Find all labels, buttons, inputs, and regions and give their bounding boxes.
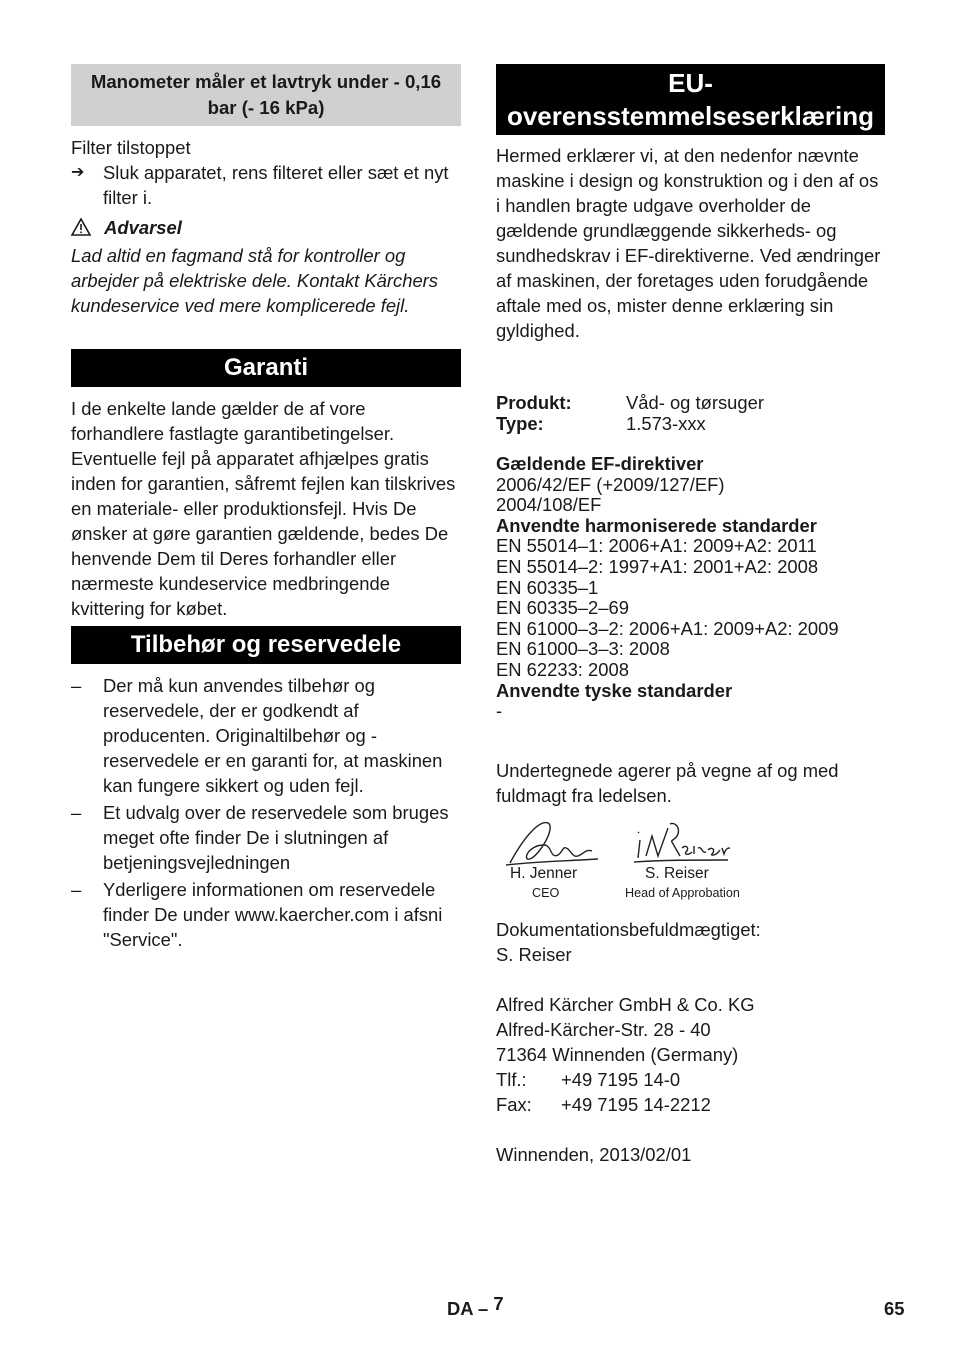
directive-item: 2004/108/EF bbox=[496, 494, 602, 516]
declaration-intro: Hermed erklærer vi, at den nedenfor nævnte maskine i design og konstruktion og i den af os i handlen bragte udgave overholder de gældende grundlæggende sikkerheds- og sundhedskrav i EF-direktiverne. Ved ændringer af maskinen, der foretages uden forudgående aftale med os, mister denne erklæring sin gyldighed. bbox=[496, 145, 881, 341]
warning-title-row bbox=[71, 215, 461, 240]
tilbehor-heading: Tilbehør og reservedele bbox=[71, 626, 461, 664]
documentation-block bbox=[496, 917, 886, 967]
directives-heading: Gældende EF-direktiver bbox=[496, 453, 704, 474]
signature-jenner-icon bbox=[500, 815, 600, 870]
directive-item: 2006/42/EF (+2009/127/EF) bbox=[496, 473, 725, 495]
signature-2-title: Head of Approbation bbox=[625, 886, 740, 900]
company-address bbox=[496, 992, 886, 1117]
german-standards-heading: Anvendte tyske standarder bbox=[496, 679, 733, 701]
fax-label: Fax: bbox=[496, 1094, 532, 1115]
phone-row bbox=[496, 1067, 886, 1092]
garanti-heading: Garanti bbox=[71, 349, 461, 387]
product-row bbox=[496, 393, 886, 414]
company-street: Alfred-Kärcher-Str. 28 - 40 bbox=[496, 1019, 711, 1040]
eu-heading: EU-overensstemmelseserklæring bbox=[496, 64, 885, 135]
list-item: – Yderligere informationen om reservedele finder De under www.kaercher.com i afsni "Service". bbox=[71, 879, 443, 950]
standards-block bbox=[496, 454, 896, 722]
company-name: Alfred Kärcher GmbH & Co. KG bbox=[496, 994, 755, 1015]
standard-item: EN 61000–3–2: 2006+A1: 2009+A2: 2009 bbox=[496, 617, 839, 639]
cause-text: Filter tilstoppet bbox=[71, 137, 191, 158]
fax-row bbox=[496, 1092, 886, 1117]
signatory-text: Undertegnede agerer på vegne af og med fuldmagt fra ledelsen. bbox=[496, 760, 839, 806]
warning-triangle-icon bbox=[71, 218, 91, 236]
harmonised-heading: Anvendte harmoniserede standarder bbox=[496, 514, 817, 536]
dash-bullet: – bbox=[71, 879, 82, 900]
standard-item: EN 62233: 2008 bbox=[496, 658, 629, 680]
footer-section-page: 7 bbox=[493, 1293, 504, 1314]
page-number: 65 bbox=[884, 1298, 905, 1319]
phone-value: +49 7195 14-0 bbox=[561, 1069, 681, 1090]
dash-bullet: – bbox=[71, 675, 82, 696]
list-item: – Der må kun anvendes tilbehør og reservedele, der er godkendt af producenten. Originaltilbehør og -reservedele er en garanti for, at maskinen kan fungere sikkert og uden fejl. bbox=[71, 675, 443, 796]
warning-title: Advarsel bbox=[104, 217, 182, 238]
place-date: Winnenden, 2013/02/01 bbox=[496, 1144, 692, 1165]
footer-dash: – bbox=[478, 1298, 489, 1319]
signature-2-name: S. Reiser bbox=[645, 865, 709, 882]
footer-section-code: DA bbox=[447, 1298, 473, 1319]
documentation-name: S. Reiser bbox=[496, 944, 572, 965]
arrow-right-icon: ➔ bbox=[71, 164, 85, 181]
phone-label: Tlf.: bbox=[496, 1069, 527, 1090]
product-label: Produkt: bbox=[496, 392, 572, 413]
signature-1-title: CEO bbox=[532, 886, 560, 900]
fax-value: +49 7195 14-2212 bbox=[561, 1094, 711, 1115]
trouble-heading: Manometer måler et lavtryk under - 0,16 bar (- 16 kPa) bbox=[71, 64, 461, 126]
german-standards-value: - bbox=[496, 700, 503, 722]
type-value: 1.573-xxx bbox=[626, 412, 706, 434]
standard-item: EN 60335–1 bbox=[496, 576, 599, 598]
garanti-text: I de enkelte lande gælder de af vore forhandlere fastlagte garantibetingelser. Eventuelle fejl på apparatet afhjælpes gratis inden for garantien, såfremt fejlen kan tilskrives en materiale- eller produktionsfejl. Hvis De ønsker at gøre garantien gældende, bedes De henvende Dem til Deres forhandler eller nærmeste kundeservice medbringende kvittering for købet. bbox=[71, 398, 456, 619]
product-info bbox=[496, 393, 886, 434]
product-value: Våd- og tørsuger bbox=[626, 392, 764, 413]
dash-bullet: – bbox=[71, 802, 82, 823]
signature-reiser-icon bbox=[632, 818, 732, 866]
documentation-label: Dokumentationsbefuldmægtiget: bbox=[496, 919, 761, 940]
standard-item: EN 55014–2: 1997+A1: 2001+A2: 2008 bbox=[496, 555, 819, 577]
standard-item: EN 60335–2–69 bbox=[496, 597, 629, 619]
type-row bbox=[496, 414, 886, 435]
company-city: 71364 Winnenden (Germany) bbox=[496, 1044, 739, 1065]
remedy-text: Sluk apparatet, rens filteret eller sæt et nyt filter i. bbox=[103, 162, 449, 208]
warning-text: Lad altid en fagmand stå for kontroller og arbejder på elektriske dele. Kontakt Kärchers kundeservice ved mere komplicerede fejl. bbox=[71, 245, 438, 316]
standard-item: EN 55014–1: 2006+A1: 2009+A2: 2011 bbox=[496, 535, 817, 557]
remedy-item bbox=[71, 160, 461, 210]
type-label: Type: bbox=[496, 412, 544, 434]
standard-item: EN 61000–3–3: 2008 bbox=[496, 638, 670, 660]
footer-section bbox=[447, 1293, 504, 1320]
signature-1-name: H. Jenner bbox=[510, 865, 578, 882]
list-item: – Et udvalg over de reservedele som bruges meget ofte finder De i slutningen af betjeningsvejledningen bbox=[71, 802, 449, 873]
